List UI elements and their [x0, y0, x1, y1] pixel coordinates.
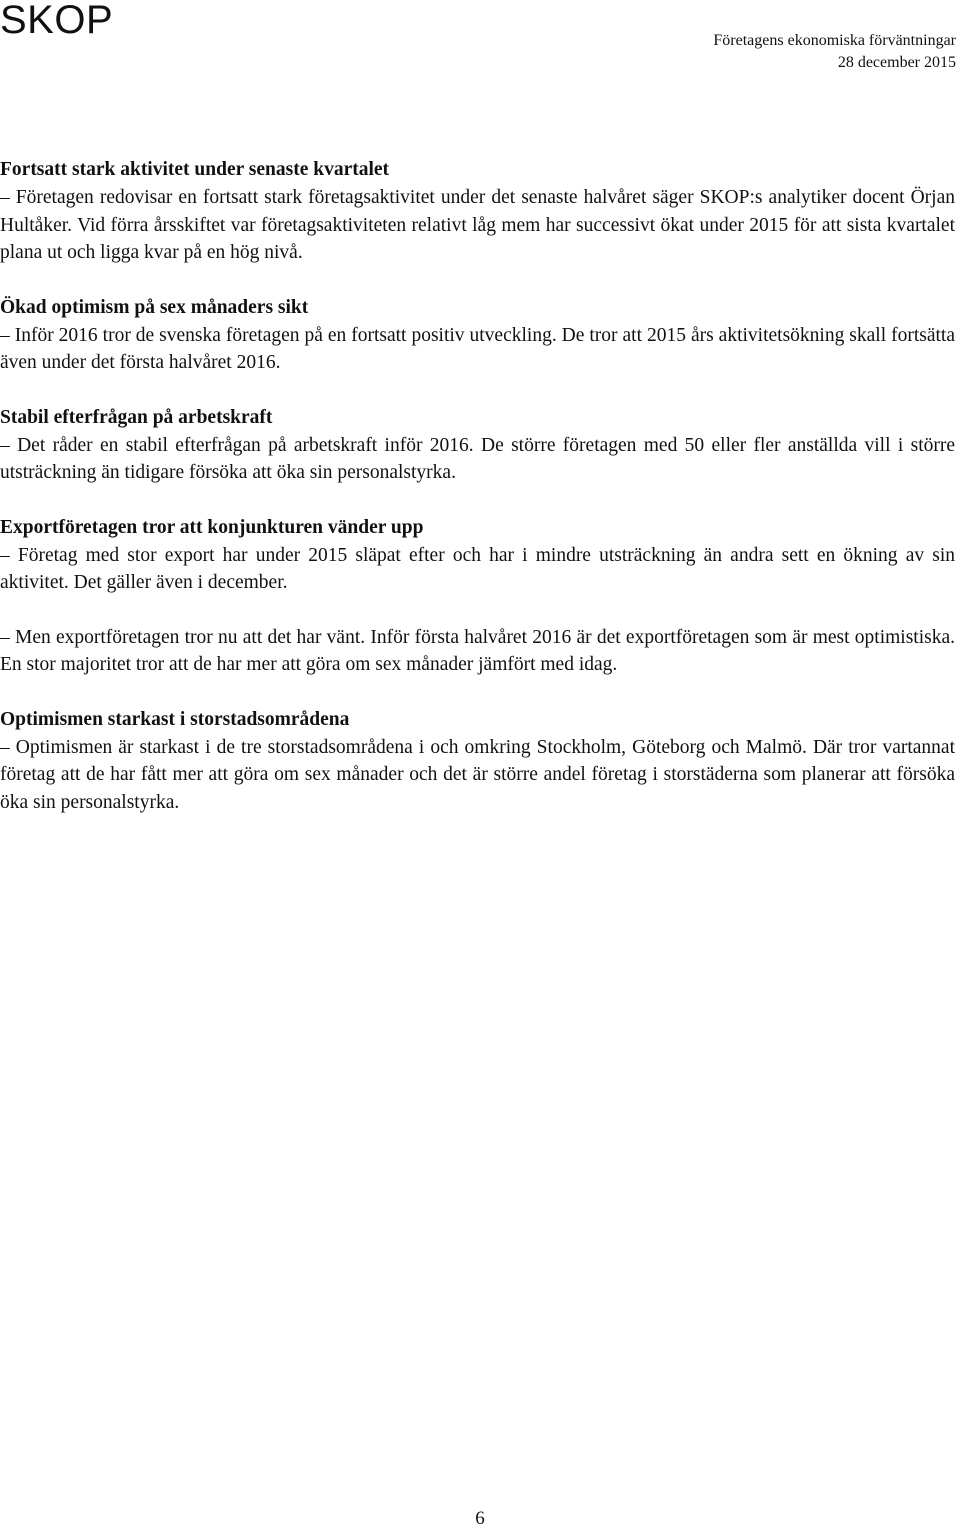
section-paragraph: – Företag med stor export har under 2015 släpat efter och har i mindre utsträckning än andra sett en ökning av sin aktivitet. Det gäller även i december. — [0, 544, 955, 593]
section-paragraph: – Men exportföretagen tror nu att det har vänt. Inför första halvåret 2016 är det exportföretagen som är mest optimistiska. En stor majoritet tror att de har mer att göra om sex månader jämfört med idag. — [0, 626, 955, 675]
section-labour-demand — [0, 404, 955, 487]
section-heading: Optimismen starkast i storstadsområdena — [0, 708, 350, 730]
skop-logo: SKOP — [0, 0, 114, 42]
section-activity — [0, 156, 955, 267]
section-paragraph: – Det råder en stabil efterfrågan på arbetskraft inför 2016. De större företagen med 50 eller fler anställda vill i större utsträckning än tidigare försöka att öka sin personalstyrka. — [0, 434, 955, 483]
section-optimism — [0, 294, 955, 377]
section-export — [0, 514, 955, 679]
page-number: 6 — [475, 1508, 485, 1529]
section-metro-areas — [0, 706, 955, 817]
document-header — [713, 30, 956, 74]
document-body — [0, 156, 955, 843]
report-date: 28 december 2015 — [837, 54, 956, 71]
report-title: Företagens ekonomiska förväntningar — [713, 32, 956, 49]
section-heading: Exportföretagen tror att konjunkturen vänder upp — [0, 516, 424, 538]
section-heading: Stabil efterfrågan på arbetskraft — [0, 406, 273, 428]
section-paragraph: – Optimismen är starkast i de tre storstadsområdena i och omkring Stockholm, Göteborg och Malmö. Där tror vartannat företag att de har fått mer att göra om sex månader och det är större andel företag i storstäderna som planerar att försöka öka sin personalstyrka. — [0, 736, 955, 813]
section-heading: Fortsatt stark aktivitet under senaste kvartalet — [0, 159, 390, 180]
section-paragraph: – Företagen redovisar en fortsatt stark företagsaktivitet under det senaste halvåret säger SKOP:s analytiker docent Örjan Hultåker. Vid förra årsskiftet var företagsaktiviteten relativt låg mem har successivt ökat under 2015 för att sista kvartalet plana ut och ligga kvar på en hög nivå. — [0, 187, 955, 263]
section-heading: Ökad optimism på sex månaders sikt — [0, 296, 309, 318]
section-paragraph: – Inför 2016 tror de svenska företagen på en fortsatt positiv utveckling. De tror att 2015 års aktivitetsökning skall fortsätta även under det första halvåret 2016. — [0, 324, 955, 373]
